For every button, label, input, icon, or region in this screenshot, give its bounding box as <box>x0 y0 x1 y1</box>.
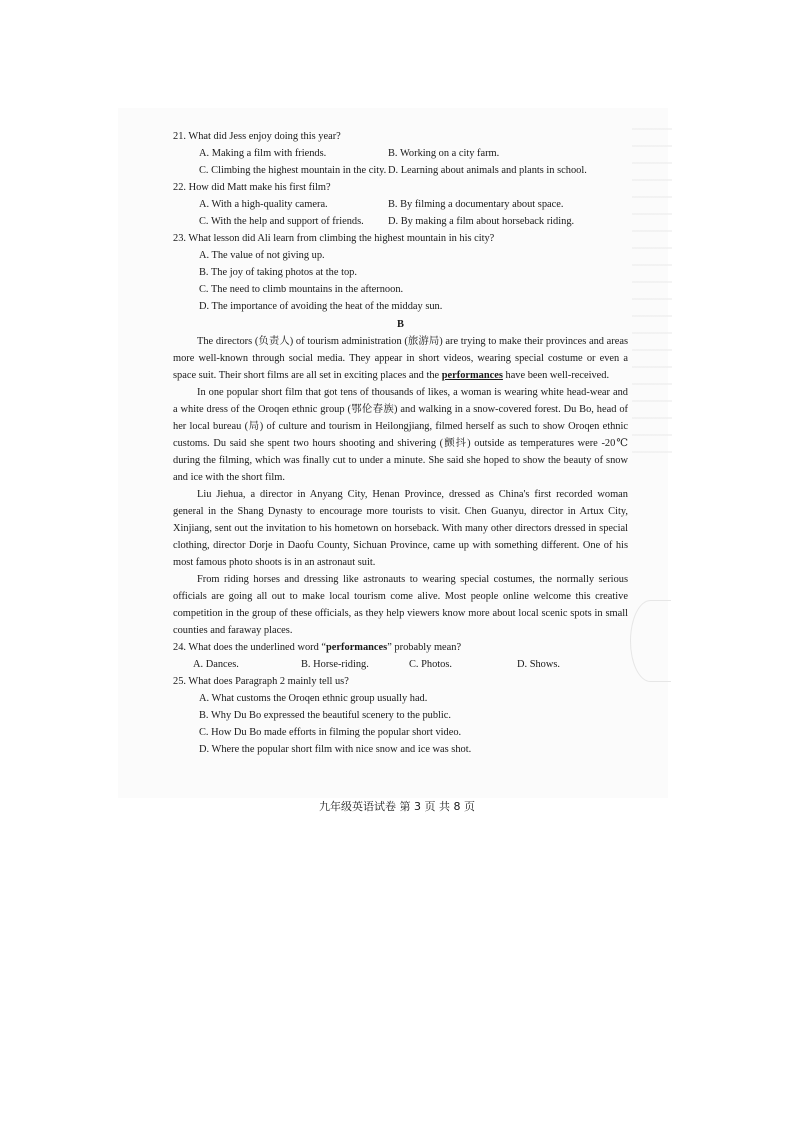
option-21-a: A. Making a film with friends. <box>199 148 327 159</box>
option-25-a: A. What customs the Oroqen ethnic group usually had. <box>199 693 428 704</box>
question-25-stem: 25. What does Paragraph 2 mainly tell us? <box>173 676 349 687</box>
option-23-d: D. The importance of avoiding the heat of the midday sun. <box>199 301 443 312</box>
option-25-c: C. How Du Bo made efforts in filming the popular short video. <box>199 727 462 738</box>
option-22-a: A. With a high-quality camera. <box>199 199 328 210</box>
option-21-d: D. Learning about animals and plants in school. <box>388 165 587 176</box>
paragraph-1-text-before: The directors (负责人) of tourism administration (旅游局) are trying to make their provinces and areas more well-known through social media. They appear in short videos, wearing special costume or even a space suit. Their short films are all set in exciting places and the <box>173 336 628 381</box>
option-24-a: A. Dances. <box>193 659 239 670</box>
exam-content <box>173 128 628 758</box>
passage-paragraph-4: From riding horses and dressing like astronauts to wearing special costumes, the normally serious officials are going all out to make local tourism come alive. Most people online welcome this creative competition in the group of these officials, as they help viewers know more about local scenic spots in small counties and faraway places. <box>173 574 628 636</box>
option-23-b: B. The joy of taking photos at the top. <box>199 267 357 278</box>
question-24-stem-before: 24. What does the underlined word “ <box>173 642 327 653</box>
option-22-d: D. By making a film about horseback riding. <box>388 216 575 227</box>
question-21-stem: 21. What did Jess enjoy doing this year? <box>173 131 341 142</box>
option-23-c: C. The need to climb mountains in the afternoon. <box>199 284 404 295</box>
option-25-b: B. Why Du Bo expressed the beautiful scenery to the public. <box>199 710 452 721</box>
option-25-d: D. Where the popular short film with nice snow and ice was shot. <box>199 744 472 755</box>
passage-paragraph-3: Liu Jiehua, a director in Anyang City, Henan Province, dressed as China's first recorded woman general in the Shang Dynasty to encourage more tourists to visit. Chen Guanyu, director in Artux City, Xinjiang, sent out the invitation to his hometown on horseback. With many other directors dressed in special clothing, director Dorje in Daofu County, Sichuan Province, came up with something different. One of his most famous photo shoots is in an astronaut suit. <box>173 489 628 568</box>
question-21-options-row-2 <box>173 162 628 179</box>
question-21-options-row-1 <box>173 145 628 162</box>
bleed-through-text <box>632 128 672 458</box>
option-24-b: B. Horse-riding. <box>301 659 369 670</box>
option-21-c: C. Climbing the highest mountain in the city. <box>199 165 387 176</box>
question-24-stem <box>173 639 628 656</box>
option-23-a: A. The value of not giving up. <box>199 250 325 261</box>
passage-paragraph-2: In one popular short film that got tens of thousands of likes, a woman is wearing white head-wear and a white dress of the Oroqen ethnic group (鄂伦春族) and walking in a snow-covered forest. Du Bo, head of her local bureau (局) of culture and tourism in Heilongjiang, filmed herself as such to show Oroqen ethnic customs. Du said she spent two hours shooting and shivering (颤抖) outside as temperatures were -20℃ during the filming, which was finally cut to under a minute. She said she hoped to show the beauty of snow and ice with the short film. <box>173 387 628 483</box>
faint-stamp-mark <box>630 600 671 682</box>
paragraph-1-text-after: have been well-received. <box>502 370 610 381</box>
option-24-d: D. Shows. <box>517 659 561 670</box>
question-24-bold-word: performances <box>326 642 388 653</box>
passage-paragraph-1 <box>173 333 628 384</box>
question-24-stem-after: ” probably mean? <box>387 642 462 653</box>
section-b-title: B <box>397 319 404 330</box>
option-22-b: B. By filming a documentary about space. <box>388 199 564 210</box>
question-24-options <box>173 656 628 673</box>
question-22-stem: 22. How did Matt make his first film? <box>173 182 331 193</box>
option-22-c: C. With the help and support of friends. <box>199 216 364 227</box>
page-footer: 九年级英语试卷 第 3 页 共 8 页 <box>319 800 475 813</box>
question-22-options-row-1 <box>173 196 628 213</box>
underlined-word-performances: performances <box>441 370 503 381</box>
option-24-c: C. Photos. <box>409 659 453 670</box>
option-21-b: B. Working on a city farm. <box>388 148 500 159</box>
question-22-options-row-2 <box>173 213 628 230</box>
question-23-stem: 23. What lesson did Ali learn from climbing the highest mountain in his city? <box>173 233 495 244</box>
